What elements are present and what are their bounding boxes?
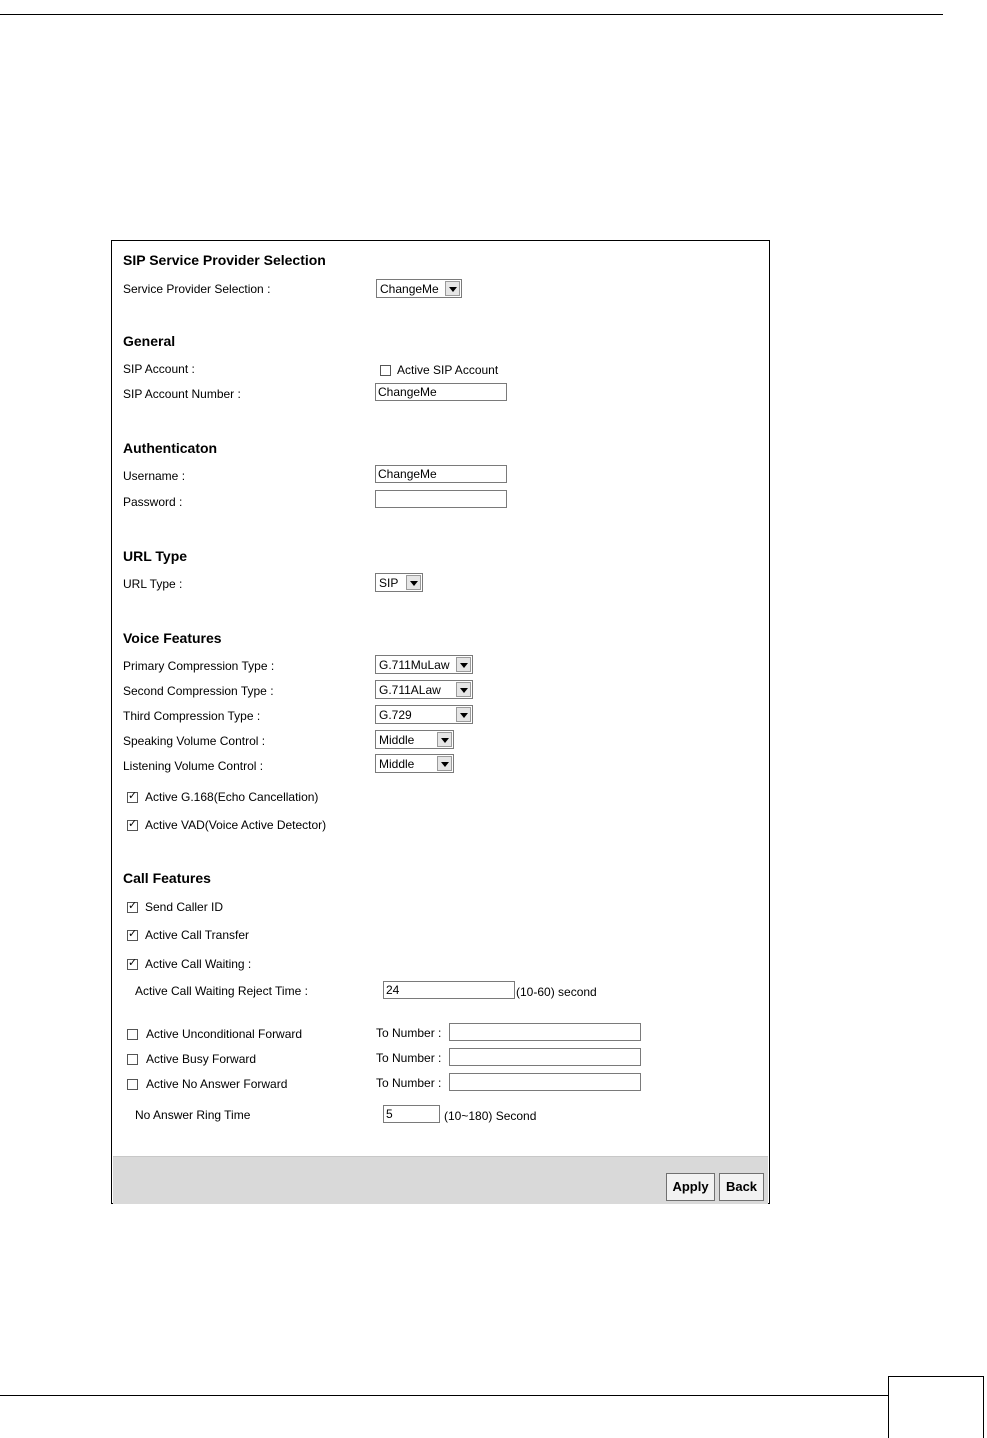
busy-to-number-input[interactable] <box>449 1048 641 1066</box>
sip-account-number-input[interactable]: ChangeMe <box>375 383 507 401</box>
url-type-select[interactable] <box>375 573 423 592</box>
second-compression-label: Second Compression Type : <box>123 684 274 698</box>
primary-compression-value: G.711MuLaw <box>379 658 450 672</box>
ring-time-unit: (10~180) Second <box>444 1109 537 1123</box>
no-answer-forward-label: Active No Answer Forward <box>146 1077 288 1091</box>
call-waiting-checkbox[interactable] <box>127 959 138 970</box>
call-transfer-checkbox[interactable] <box>127 930 138 941</box>
vad-label: Active VAD(Voice Active Detector) <box>145 818 327 832</box>
speaking-volume-label: Speaking Volume Control : <box>123 734 266 748</box>
provider-selection-select[interactable] <box>376 279 462 298</box>
send-caller-id-label: Send Caller ID <box>145 900 224 914</box>
busy-forward-label: Active Busy Forward <box>146 1052 257 1066</box>
page-number-box <box>888 1376 984 1438</box>
ring-time-label: No Answer Ring Time <box>135 1108 251 1122</box>
button-bar <box>113 1156 768 1204</box>
url-type-heading: URL Type <box>123 548 188 564</box>
no-answer-forward-checkbox[interactable] <box>127 1079 138 1090</box>
ring-time-input[interactable]: 5 <box>383 1105 440 1123</box>
speaking-volume-select[interactable] <box>375 730 454 749</box>
second-compression-value: G.711ALaw <box>379 683 441 697</box>
sip-account-label: SIP Account : <box>123 362 195 376</box>
auth-heading: Authenticaton <box>123 440 218 456</box>
busy-forward-checkbox[interactable] <box>127 1054 138 1065</box>
chevron-down-icon <box>445 281 460 296</box>
noanswer-to-number-input[interactable] <box>449 1073 641 1091</box>
provider-selection-label: Service Provider Selection : <box>123 282 271 296</box>
provider-heading: SIP Service Provider Selection <box>123 252 326 268</box>
general-heading: General <box>123 333 176 349</box>
password-input[interactable] <box>375 490 507 508</box>
bottom-rule <box>0 1395 888 1396</box>
busy-to-number-label: To Number : <box>376 1051 442 1065</box>
uncond-to-number-input[interactable] <box>449 1023 641 1041</box>
reject-time-input[interactable]: 24 <box>383 981 515 999</box>
vad-checkbox[interactable] <box>127 820 138 831</box>
echo-cancellation-checkbox[interactable] <box>127 792 138 803</box>
uncond-to-number-label: To Number : <box>376 1026 442 1040</box>
voice-features-heading: Voice Features <box>123 630 222 646</box>
sip-settings-panel <box>111 240 770 1204</box>
password-label: Password : <box>123 495 183 509</box>
unconditional-forward-checkbox[interactable] <box>127 1029 138 1040</box>
provider-selection-value: ChangeMe <box>380 282 439 296</box>
chevron-down-icon <box>437 732 452 747</box>
primary-compression-select[interactable] <box>375 655 473 674</box>
sip-account-number-label: SIP Account Number : <box>123 387 241 401</box>
call-waiting-label: Active Call Waiting : <box>145 957 252 971</box>
speaking-volume-value: Middle <box>379 733 415 747</box>
chevron-down-icon <box>456 657 471 672</box>
echo-cancellation-label: Active G.168(Echo Cancellation) <box>145 790 319 804</box>
third-compression-value: G.729 <box>379 708 412 722</box>
noanswer-to-number-label: To Number : <box>376 1076 442 1090</box>
call-features-heading: Call Features <box>123 870 211 886</box>
chevron-down-icon <box>456 682 471 697</box>
active-sip-account-checkbox[interactable] <box>380 365 391 376</box>
chevron-down-icon <box>406 575 421 590</box>
reject-time-label: Active Call Waiting Reject Time : <box>135 984 308 998</box>
reject-time-unit: (10-60) second <box>516 985 597 999</box>
third-compression-label: Third Compression Type : <box>123 709 261 723</box>
username-input[interactable]: ChangeMe <box>375 465 507 483</box>
apply-button[interactable]: Apply <box>666 1173 715 1201</box>
primary-compression-label: Primary Compression Type : <box>123 659 275 673</box>
back-button[interactable]: Back <box>719 1173 764 1201</box>
username-label: Username : <box>123 469 186 483</box>
url-type-label: URL Type : <box>123 577 183 591</box>
listening-volume-value: Middle <box>379 757 415 771</box>
send-caller-id-checkbox[interactable] <box>127 902 138 913</box>
listening-volume-label: Listening Volume Control : <box>123 759 264 773</box>
listening-volume-select[interactable] <box>375 754 454 773</box>
third-compression-select[interactable] <box>375 705 473 724</box>
call-transfer-label: Active Call Transfer <box>145 928 250 942</box>
top-rule <box>0 14 943 15</box>
active-sip-account-label: Active SIP Account <box>397 363 499 377</box>
chevron-down-icon <box>456 707 471 722</box>
unconditional-forward-label: Active Unconditional Forward <box>146 1027 303 1041</box>
chevron-down-icon <box>437 756 452 771</box>
url-type-value: SIP <box>379 576 399 590</box>
second-compression-select[interactable] <box>375 680 473 699</box>
